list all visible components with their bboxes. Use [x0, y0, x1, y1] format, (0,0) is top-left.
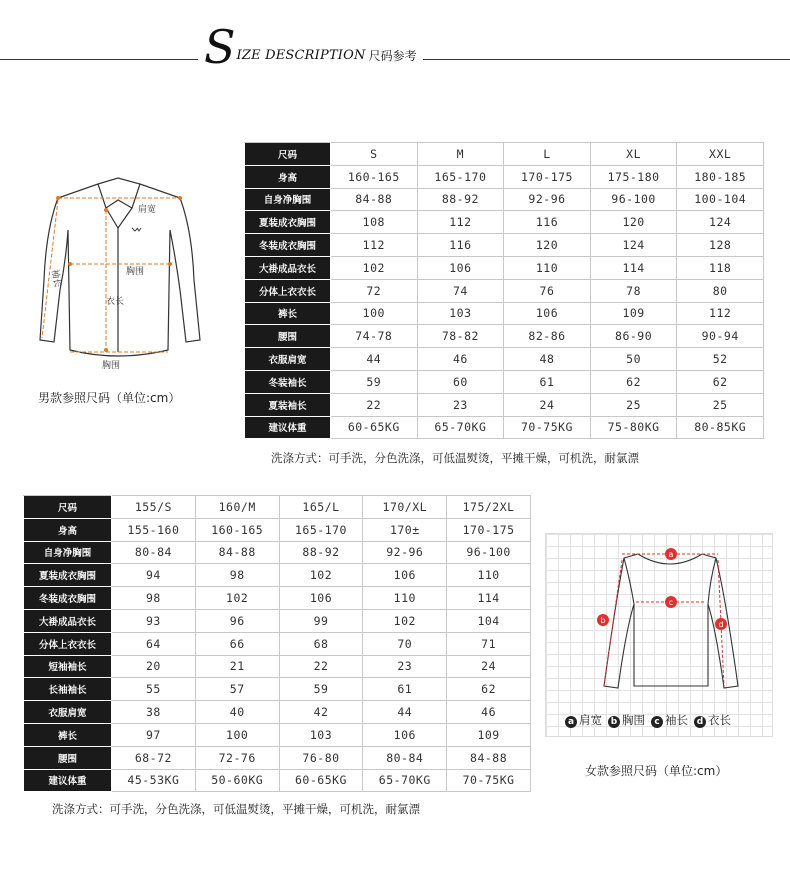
table-cell: 97: [112, 723, 196, 746]
table-cell: 180-185: [677, 165, 764, 188]
table-cell: 23: [417, 393, 504, 416]
table-cell: 76-80: [279, 746, 363, 769]
table-cell: 23: [363, 655, 447, 678]
table-cell: 102: [195, 587, 279, 610]
table-row: [245, 302, 764, 325]
table-cell: XXL: [677, 143, 764, 166]
table-cell: 80-85KG: [677, 416, 764, 439]
table-cell: 62: [447, 678, 531, 701]
men-caption: 男款参照尺码（单位:cm）: [38, 391, 181, 405]
table-cell: 118: [677, 256, 764, 279]
table-cell: 38: [112, 701, 196, 724]
table-cell: 25: [677, 393, 764, 416]
table-row: [245, 165, 764, 188]
table-row: [245, 370, 764, 393]
table-cell: 86-90: [590, 325, 677, 348]
row-label: 大褂成品衣长: [24, 609, 112, 632]
table-row: [24, 701, 531, 724]
table-cell: 102: [363, 609, 447, 632]
table-cell: 160/M: [195, 496, 279, 519]
table-cell: S: [331, 143, 418, 166]
legend-item-d: d 衣长: [694, 712, 731, 728]
table-cell: 66: [195, 632, 279, 655]
table-cell: 48: [504, 348, 591, 371]
row-label: 夏装成衣胸围: [245, 211, 331, 234]
women-diagram-legend: [565, 712, 731, 728]
table-cell: 42: [279, 701, 363, 724]
table-cell: 110: [447, 564, 531, 587]
table-cell: 75-80KG: [590, 416, 677, 439]
table-cell: 170-175: [447, 518, 531, 541]
table-cell: 100: [195, 723, 279, 746]
table-cell: 165-170: [279, 518, 363, 541]
men-label-sleeve: 袖长: [49, 268, 63, 289]
table-cell: 88-92: [417, 188, 504, 211]
table-cell: 44: [363, 701, 447, 724]
legend-item-c: c 袖长: [651, 712, 688, 728]
header-title-cn: 尺码参考: [368, 49, 417, 63]
table-row: [24, 587, 531, 610]
table-cell: 108: [331, 211, 418, 234]
header-title: IZE DESCRIPTION: [236, 48, 366, 63]
table-header-row: [245, 143, 764, 166]
row-label: 衣服肩宽: [245, 348, 331, 371]
table-cell: 165-170: [417, 165, 504, 188]
table-cell: 80-84: [112, 541, 196, 564]
table-cell: 116: [504, 211, 591, 234]
table-cell: 78-82: [417, 325, 504, 348]
table-row: [245, 348, 764, 371]
table-row: [245, 393, 764, 416]
table-cell: 160-165: [331, 165, 418, 188]
table-cell: 103: [417, 302, 504, 325]
table-cell: 112: [677, 302, 764, 325]
men-shirt-diagram: [28, 170, 228, 370]
table-cell: 70-75KG: [504, 416, 591, 439]
table-row: [24, 655, 531, 678]
table-cell: 50-60KG: [195, 769, 279, 792]
table-cell: 90-94: [677, 325, 764, 348]
table-cell: 84-88: [331, 188, 418, 211]
table-cell: 84-88: [447, 746, 531, 769]
table-cell: 55: [112, 678, 196, 701]
table-cell: 84-88: [195, 541, 279, 564]
legend-item-a: a 肩宽: [565, 712, 602, 728]
table-row: [24, 678, 531, 701]
table-cell: 50: [590, 348, 677, 371]
table-cell: 64: [112, 632, 196, 655]
men-size-table: [244, 142, 764, 439]
table-cell: 70: [363, 632, 447, 655]
row-label: 分体上衣衣长: [24, 632, 112, 655]
table-cell: 102: [331, 256, 418, 279]
table-cell: 112: [417, 211, 504, 234]
table-cell: 24: [447, 655, 531, 678]
table-cell: 120: [504, 234, 591, 257]
table-cell: 93: [112, 609, 196, 632]
table-cell: 112: [331, 234, 418, 257]
marker-c: c: [668, 598, 674, 607]
table-cell: 109: [590, 302, 677, 325]
table-cell: 114: [447, 587, 531, 610]
row-label: 冬装袖长: [245, 370, 331, 393]
table-cell: 175/2XL: [447, 496, 531, 519]
table-cell: 82-86: [504, 325, 591, 348]
table-cell: 52: [677, 348, 764, 371]
table-cell: 128: [677, 234, 764, 257]
table-cell: 78: [590, 279, 677, 302]
table-cell: 98: [112, 587, 196, 610]
table-row: [24, 723, 531, 746]
table-cell: 165/L: [279, 496, 363, 519]
row-label: 身高: [24, 518, 112, 541]
table-cell: 61: [504, 370, 591, 393]
table-cell: 60-65KG: [279, 769, 363, 792]
table-cell: 68-72: [112, 746, 196, 769]
table-cell: 94: [112, 564, 196, 587]
table-row: [24, 518, 531, 541]
table-cell: 110: [504, 256, 591, 279]
table-cell: 46: [417, 348, 504, 371]
men-label-shoulder: 肩宽: [138, 205, 157, 215]
table-cell: 46: [447, 701, 531, 724]
table-cell: 57: [195, 678, 279, 701]
row-label: 分体上衣衣长: [245, 279, 331, 302]
table-row: [24, 769, 531, 792]
table-cell: 80-84: [363, 746, 447, 769]
table-cell: 160-165: [195, 518, 279, 541]
table-cell: 62: [677, 370, 764, 393]
row-label: 腰围: [24, 746, 112, 769]
table-row: [24, 632, 531, 655]
table-cell: 44: [331, 348, 418, 371]
table-cell: 59: [331, 370, 418, 393]
table-cell: 106: [417, 256, 504, 279]
table-cell: 170-175: [504, 165, 591, 188]
table-cell: 170±: [363, 518, 447, 541]
table-cell: 106: [504, 302, 591, 325]
table-cell: 25: [590, 393, 677, 416]
table-row: [24, 746, 531, 769]
row-label: 大褂成品衣长: [245, 256, 331, 279]
row-label: 短袖袖长: [24, 655, 112, 678]
table-cell: 62: [590, 370, 677, 393]
row-label: 建议体重: [245, 416, 331, 439]
table-cell: 70-75KG: [447, 769, 531, 792]
table-cell: 155-160: [112, 518, 196, 541]
table-cell: 99: [279, 609, 363, 632]
table-cell: 100-104: [677, 188, 764, 211]
table-row: [245, 211, 764, 234]
women-caption: 女款参照尺码（单位:cm）: [585, 764, 728, 778]
table-cell: 114: [590, 256, 677, 279]
table-row: [245, 256, 764, 279]
legend-item-b: b 胸围: [608, 712, 645, 728]
table-cell: 170/XL: [363, 496, 447, 519]
table-cell: 100: [331, 302, 418, 325]
row-label: 夏装成衣胸围: [24, 564, 112, 587]
table-cell: 116: [417, 234, 504, 257]
men-label-hem: 胸围: [102, 361, 121, 370]
table-cell: 120: [590, 211, 677, 234]
women-care-note: 洗涤方式：可手洗，分色洗涤，可低温熨烫，平摊干燥，可机洗，耐氯漂: [52, 802, 420, 816]
table-row: [245, 325, 764, 348]
table-row: [245, 416, 764, 439]
table-cell: 92-96: [504, 188, 591, 211]
men-care-note: 洗涤方式：可手洗，分色洗涤，可低温熨烫，平摊干燥，可机洗，耐氯漂: [271, 451, 639, 465]
table-row: [24, 609, 531, 632]
women-size-table: [23, 495, 531, 792]
table-header-row: [24, 496, 531, 519]
table-cell: 96: [195, 609, 279, 632]
table-cell: L: [504, 143, 591, 166]
table-cell: 22: [279, 655, 363, 678]
table-cell: 104: [447, 609, 531, 632]
women-top-diagram: [560, 540, 760, 700]
table-cell: 60: [417, 370, 504, 393]
table-cell: 106: [279, 587, 363, 610]
row-label: 冬装成衣胸围: [24, 587, 112, 610]
marker-a: a: [668, 550, 674, 559]
table-row: [24, 541, 531, 564]
table-cell: 76: [504, 279, 591, 302]
men-label-length: 衣长: [106, 297, 125, 307]
row-label: 尺码: [24, 496, 112, 519]
table-cell: 61: [363, 678, 447, 701]
row-label: 自身净胸围: [24, 541, 112, 564]
row-label: 腰围: [245, 325, 331, 348]
men-label-chest: 胸围: [126, 267, 145, 277]
row-label: 衣服肩宽: [24, 701, 112, 724]
table-cell: 88-92: [279, 541, 363, 564]
table-cell: 106: [363, 723, 447, 746]
table-cell: 98: [195, 564, 279, 587]
table-cell: 60-65KG: [331, 416, 418, 439]
header-initial: S: [204, 20, 236, 74]
marker-b: b: [600, 616, 606, 625]
table-cell: 96-100: [590, 188, 677, 211]
table-cell: 24: [504, 393, 591, 416]
table-cell: 68: [279, 632, 363, 655]
table-cell: 106: [363, 564, 447, 587]
table-cell: 175-180: [590, 165, 677, 188]
row-label: 裤长: [24, 723, 112, 746]
table-cell: XL: [590, 143, 677, 166]
row-label: 夏装袖长: [245, 393, 331, 416]
table-cell: 96-100: [447, 541, 531, 564]
row-label: 身高: [245, 165, 331, 188]
table-cell: 65-70KG: [417, 416, 504, 439]
table-cell: 155/S: [112, 496, 196, 519]
table-cell: 20: [112, 655, 196, 678]
table-cell: 74-78: [331, 325, 418, 348]
table-cell: 124: [590, 234, 677, 257]
row-label: 自身净胸围: [245, 188, 331, 211]
marker-d: d: [718, 620, 724, 629]
table-cell: 71: [447, 632, 531, 655]
table-cell: 110: [363, 587, 447, 610]
row-label: 长袖袖长: [24, 678, 112, 701]
table-row: [245, 234, 764, 257]
table-cell: 103: [279, 723, 363, 746]
table-cell: 72-76: [195, 746, 279, 769]
table-cell: 59: [279, 678, 363, 701]
table-cell: 72: [331, 279, 418, 302]
table-row: [245, 188, 764, 211]
table-row: [24, 564, 531, 587]
table-cell: 80: [677, 279, 764, 302]
table-cell: 65-70KG: [363, 769, 447, 792]
table-cell: 102: [279, 564, 363, 587]
row-label: 建议体重: [24, 769, 112, 792]
table-cell: 124: [677, 211, 764, 234]
section-header: [198, 18, 423, 74]
table-cell: M: [417, 143, 504, 166]
row-label: 冬装成衣胸围: [245, 234, 331, 257]
table-cell: 74: [417, 279, 504, 302]
table-cell: 40: [195, 701, 279, 724]
table-cell: 22: [331, 393, 418, 416]
table-cell: 45-53KG: [112, 769, 196, 792]
table-cell: 21: [195, 655, 279, 678]
row-label: 裤长: [245, 302, 331, 325]
row-label: 尺码: [245, 143, 331, 166]
table-cell: 92-96: [363, 541, 447, 564]
table-row: [245, 279, 764, 302]
table-cell: 109: [447, 723, 531, 746]
